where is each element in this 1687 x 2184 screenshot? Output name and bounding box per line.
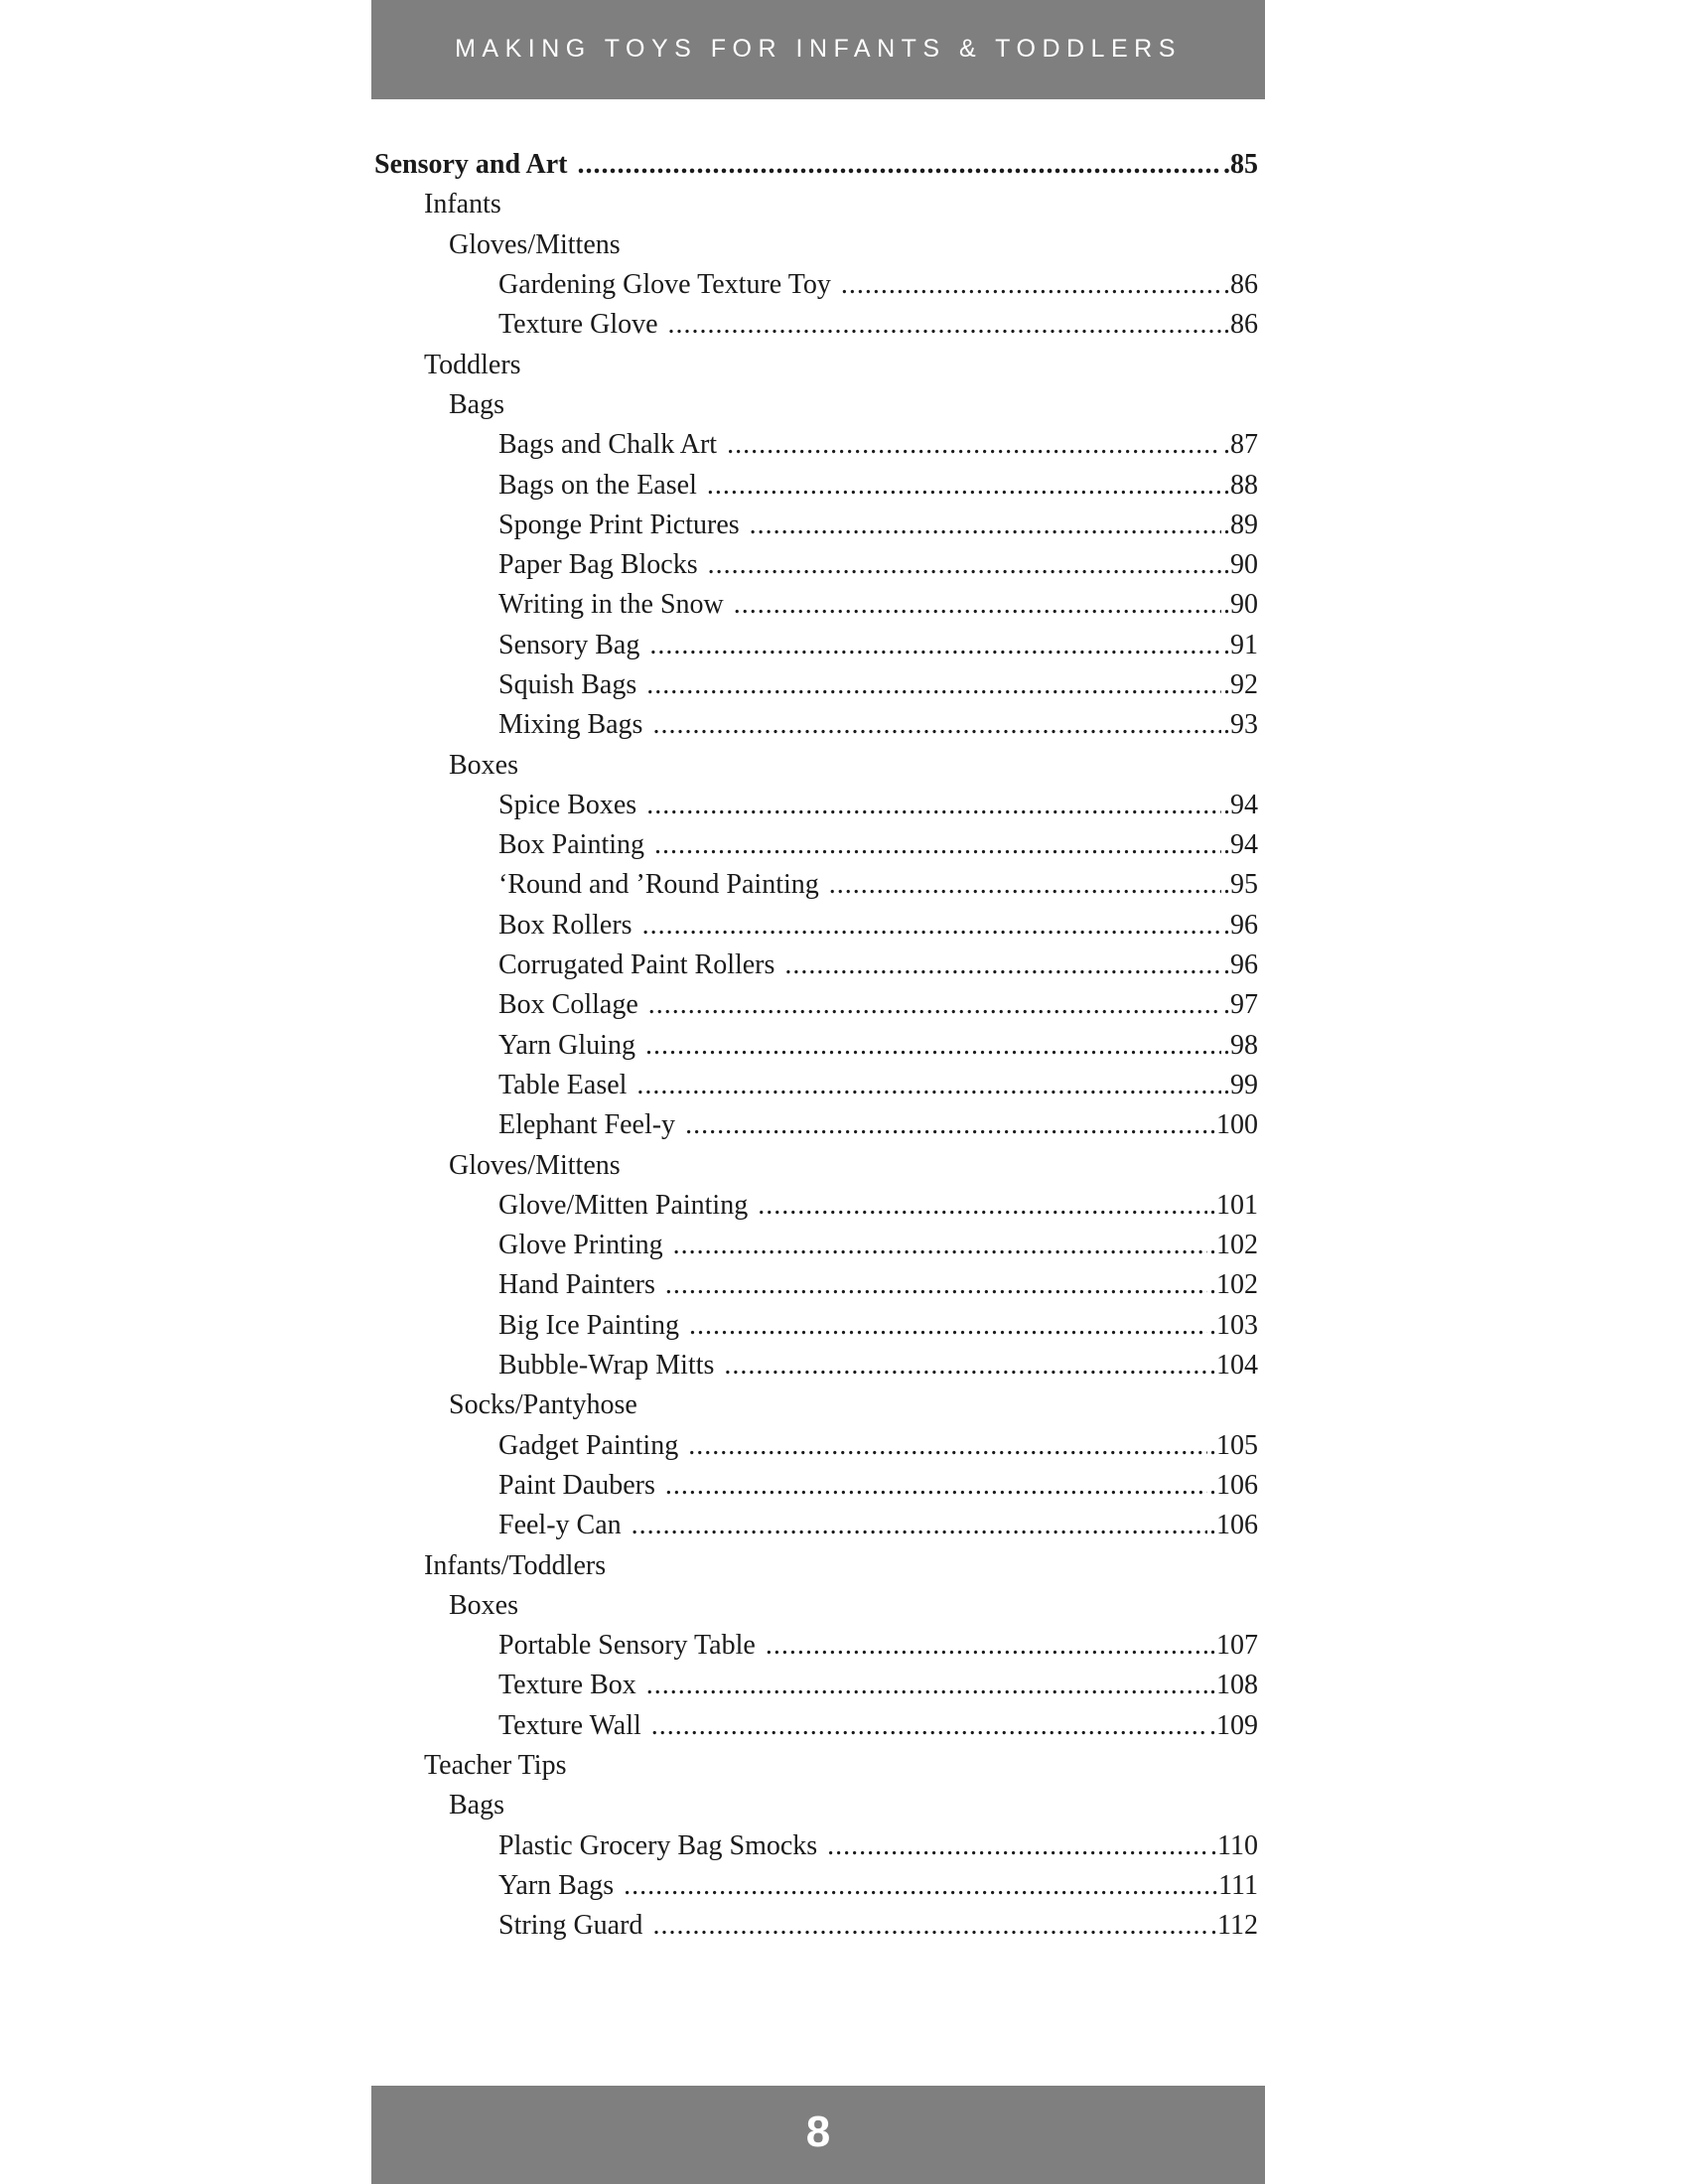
- toc-entry: [374, 1706, 1258, 1746]
- toc-entry: [374, 1506, 1258, 1545]
- toc-entry: [374, 1426, 1258, 1466]
- toc-heading: [374, 345, 1258, 384]
- toc-dot-leader: [688, 1430, 1207, 1462]
- toc-entry-page: .111: [1211, 1869, 1258, 1901]
- toc-dot-leader: [649, 630, 1221, 661]
- toc-entry: [374, 465, 1258, 505]
- toc-entry-page: .89: [1223, 509, 1258, 540]
- toc-entry-page: .94: [1223, 829, 1258, 861]
- toc-entry-page: .86: [1223, 269, 1258, 301]
- toc-entry: [374, 1626, 1258, 1666]
- toc-entry: [374, 705, 1258, 745]
- toc-entry: [374, 1866, 1258, 1906]
- toc-entry-title: Sensory and Art: [374, 149, 568, 181]
- toc-dot-leader: [766, 1630, 1207, 1662]
- toc-entry-title: Yarn Bags: [498, 1869, 615, 1901]
- toc-entry-title: Teacher Tips: [424, 1750, 567, 1782]
- toc-entry-title: Glove/Mitten Painting: [498, 1189, 749, 1221]
- toc-heading: [374, 1746, 1258, 1786]
- toc-entry-title: Bags: [449, 1790, 504, 1821]
- toc-entry-title: Yarn Gluing: [498, 1029, 635, 1061]
- toc-entry-title: Table Easel: [498, 1069, 628, 1100]
- toc-dot-leader: [685, 1109, 1207, 1141]
- toc-entry-title: Bubble-Wrap Mitts: [498, 1350, 715, 1382]
- toc-entry: [374, 265, 1258, 305]
- toc-entry-title: Spice Boxes: [498, 789, 637, 820]
- toc-entry-title: Texture Wall: [498, 1709, 641, 1741]
- toc-entry-title: Glove Printing: [498, 1230, 663, 1261]
- toc-entry-title: Gadget Painting: [498, 1429, 679, 1461]
- toc-entry: [374, 1265, 1258, 1305]
- toc-dot-leader: [632, 1510, 1207, 1541]
- toc-dot-leader: [829, 869, 1221, 901]
- toc-entry-title: Box Painting: [498, 829, 645, 861]
- toc-entry-title: Mixing Bags: [498, 709, 643, 741]
- toc-entry-page: .109: [1209, 1709, 1258, 1741]
- toc-entry-page: .100: [1209, 1109, 1258, 1141]
- toc-entry-title: Corrugated Paint Rollers: [498, 949, 775, 981]
- toc-entry: [374, 985, 1258, 1025]
- toc-entry-page: .99: [1223, 1069, 1258, 1100]
- toc-entry-title: Writing in the Snow: [498, 589, 724, 621]
- toc-entry-page: .101: [1209, 1189, 1258, 1221]
- toc-dot-leader: [646, 790, 1221, 821]
- toc-dot-leader: [707, 470, 1221, 502]
- toc-dot-leader: [642, 910, 1221, 942]
- toc-heading: [374, 1786, 1258, 1825]
- toc-heading: [374, 225, 1258, 265]
- toc-entry: [374, 1825, 1258, 1865]
- toc-dot-leader: [652, 1910, 1208, 1942]
- toc-heading: [374, 385, 1258, 425]
- toc-dot-leader: [624, 1870, 1209, 1902]
- toc-dot-leader: [665, 1470, 1207, 1502]
- toc-entry-title: Boxes: [449, 1589, 518, 1621]
- toc-entry-page: .96: [1223, 949, 1258, 981]
- toc-entry-page: .110: [1210, 1829, 1258, 1861]
- toc-entry-title: Bags: [449, 388, 504, 420]
- toc-entry-page: .105: [1209, 1429, 1258, 1461]
- toc-entry-title: Bags and Chalk Art: [498, 429, 718, 461]
- toc-entry-page: .90: [1223, 549, 1258, 581]
- toc-entry-page: .96: [1223, 909, 1258, 941]
- toc-dot-leader: [646, 1670, 1207, 1701]
- toc-entry: [374, 1666, 1258, 1705]
- toc-entry-page: .90: [1223, 589, 1258, 621]
- toc-entry-page: .107: [1209, 1630, 1258, 1662]
- toc-entry-title: Boxes: [449, 749, 518, 781]
- toc-entry: [374, 1346, 1258, 1385]
- toc-entry: [374, 305, 1258, 345]
- running-header: [371, 0, 1265, 99]
- page-footer: [371, 2086, 1265, 2184]
- toc-entry-title: Gloves/Mittens: [449, 1149, 621, 1181]
- toc-dot-leader: [734, 589, 1221, 621]
- toc-dot-leader: [673, 1230, 1207, 1261]
- toc-entry: [374, 145, 1258, 185]
- toc-dot-leader: [750, 510, 1221, 541]
- toc-entry-page: .95: [1223, 869, 1258, 901]
- toc-dot-leader: [654, 829, 1221, 861]
- toc-entry-title: Sponge Print Pictures: [498, 509, 740, 540]
- toc-entry-title: Elephant Feel-y: [498, 1109, 676, 1141]
- toc-entry: [374, 1066, 1258, 1105]
- toc-entry-page: .88: [1223, 469, 1258, 501]
- toc-entry-page: .92: [1223, 669, 1258, 700]
- toc-entry-title: Squish Bags: [498, 669, 637, 700]
- toc-entry: [374, 545, 1258, 585]
- toc-entry-title: String Guard: [498, 1910, 643, 1942]
- toc-entry-page: .91: [1223, 629, 1258, 660]
- toc-entry: [374, 786, 1258, 825]
- toc-entry: [374, 506, 1258, 545]
- toc-entry-title: Bags on the Easel: [498, 469, 697, 501]
- table-of-contents: [374, 145, 1258, 1946]
- toc-entry-title: Toddlers: [424, 349, 521, 380]
- toc-entry-title: Gloves/Mittens: [449, 228, 621, 260]
- toc-dot-leader: [668, 309, 1221, 341]
- toc-entry-page: .106: [1209, 1469, 1258, 1501]
- toc-entry-page: .103: [1209, 1309, 1258, 1341]
- toc-entry: [374, 585, 1258, 625]
- toc-dot-leader: [724, 1350, 1207, 1382]
- toc-entry-title: Box Collage: [498, 989, 638, 1021]
- toc-entry-title: Paint Daubers: [498, 1469, 655, 1501]
- toc-entry-title: Portable Sensory Table: [498, 1630, 756, 1662]
- toc-dot-leader: [645, 1030, 1221, 1062]
- toc-entry-page: .106: [1209, 1510, 1258, 1541]
- toc-entry-page: .87: [1223, 429, 1258, 461]
- toc-entry-title: Box Rollers: [498, 909, 633, 941]
- toc-entry-title: Big Ice Painting: [498, 1309, 679, 1341]
- toc-heading: [374, 745, 1258, 785]
- toc-entry-title: Feel-y Can: [498, 1510, 622, 1541]
- page-number: 8: [805, 2107, 831, 2156]
- toc-entry: [374, 946, 1258, 985]
- toc-entry: [374, 1306, 1258, 1346]
- toc-dot-leader: [646, 669, 1221, 701]
- toc-entry-page: .102: [1209, 1230, 1258, 1261]
- toc-entry: [374, 865, 1258, 905]
- toc-heading: [374, 1586, 1258, 1626]
- toc-entry-title: Hand Painters: [498, 1269, 655, 1301]
- toc-entry: [374, 1186, 1258, 1226]
- toc-dot-leader: [827, 1830, 1208, 1862]
- toc-entry: [374, 1026, 1258, 1066]
- toc-dot-leader: [689, 1310, 1207, 1342]
- toc-entry-title: Plastic Grocery Bag Smocks: [498, 1829, 818, 1861]
- toc-dot-leader: [651, 1710, 1207, 1742]
- toc-entry-page: .93: [1223, 709, 1258, 741]
- toc-dot-leader: [727, 429, 1221, 461]
- toc-dot-leader: [636, 1070, 1221, 1101]
- toc-heading: [374, 1385, 1258, 1425]
- toc-dot-leader: [708, 549, 1221, 581]
- toc-dot-leader: [665, 1269, 1207, 1301]
- toc-entry-page: .97: [1223, 989, 1258, 1021]
- toc-entry: [374, 906, 1258, 946]
- toc-entry-page: .98: [1223, 1029, 1258, 1061]
- toc-dot-leader: [577, 149, 1221, 181]
- toc-entry-title: Socks/Pantyhose: [449, 1389, 637, 1421]
- toc-entry-page: .85: [1223, 149, 1258, 181]
- toc-entry-title: Sensory Bag: [498, 629, 640, 660]
- toc-dot-leader: [784, 949, 1221, 981]
- toc-entry-title: Infants/Toddlers: [424, 1549, 607, 1581]
- toc-heading: [374, 1145, 1258, 1185]
- toc-entry: [374, 425, 1258, 465]
- toc-dot-leader: [758, 1190, 1207, 1222]
- toc-entry-page: .86: [1223, 309, 1258, 341]
- toc-entry-page: .104: [1209, 1350, 1258, 1382]
- book-title: MAKING TOYS FOR INFANTS & TODDLERS: [455, 34, 1182, 63]
- toc-entry-page: .94: [1223, 789, 1258, 820]
- toc-entry: [374, 1105, 1258, 1145]
- toc-entry-title: Paper Bag Blocks: [498, 549, 698, 581]
- toc-entry: [374, 626, 1258, 665]
- toc-dot-leader: [648, 989, 1221, 1021]
- toc-entry: [374, 665, 1258, 705]
- toc-heading: [374, 185, 1258, 224]
- toc-dot-leader: [652, 709, 1221, 741]
- toc-entry-title: Infants: [424, 189, 501, 220]
- toc-entry: [374, 1906, 1258, 1946]
- toc-dot-leader: [841, 269, 1221, 301]
- toc-entry-page: .102: [1209, 1269, 1258, 1301]
- toc-entry-title: Texture Glove: [498, 309, 658, 341]
- toc-entry-title: Texture Box: [498, 1670, 636, 1701]
- toc-entry-title: Gardening Glove Texture Toy: [498, 269, 831, 301]
- toc-entry: [374, 1226, 1258, 1265]
- toc-entry-title: ‘Round and ’Round Painting: [498, 869, 819, 901]
- toc-entry-page: .112: [1210, 1910, 1258, 1942]
- toc-entry: [374, 825, 1258, 865]
- toc-entry: [374, 1466, 1258, 1506]
- toc-entry-page: .108: [1209, 1670, 1258, 1701]
- toc-heading: [374, 1545, 1258, 1585]
